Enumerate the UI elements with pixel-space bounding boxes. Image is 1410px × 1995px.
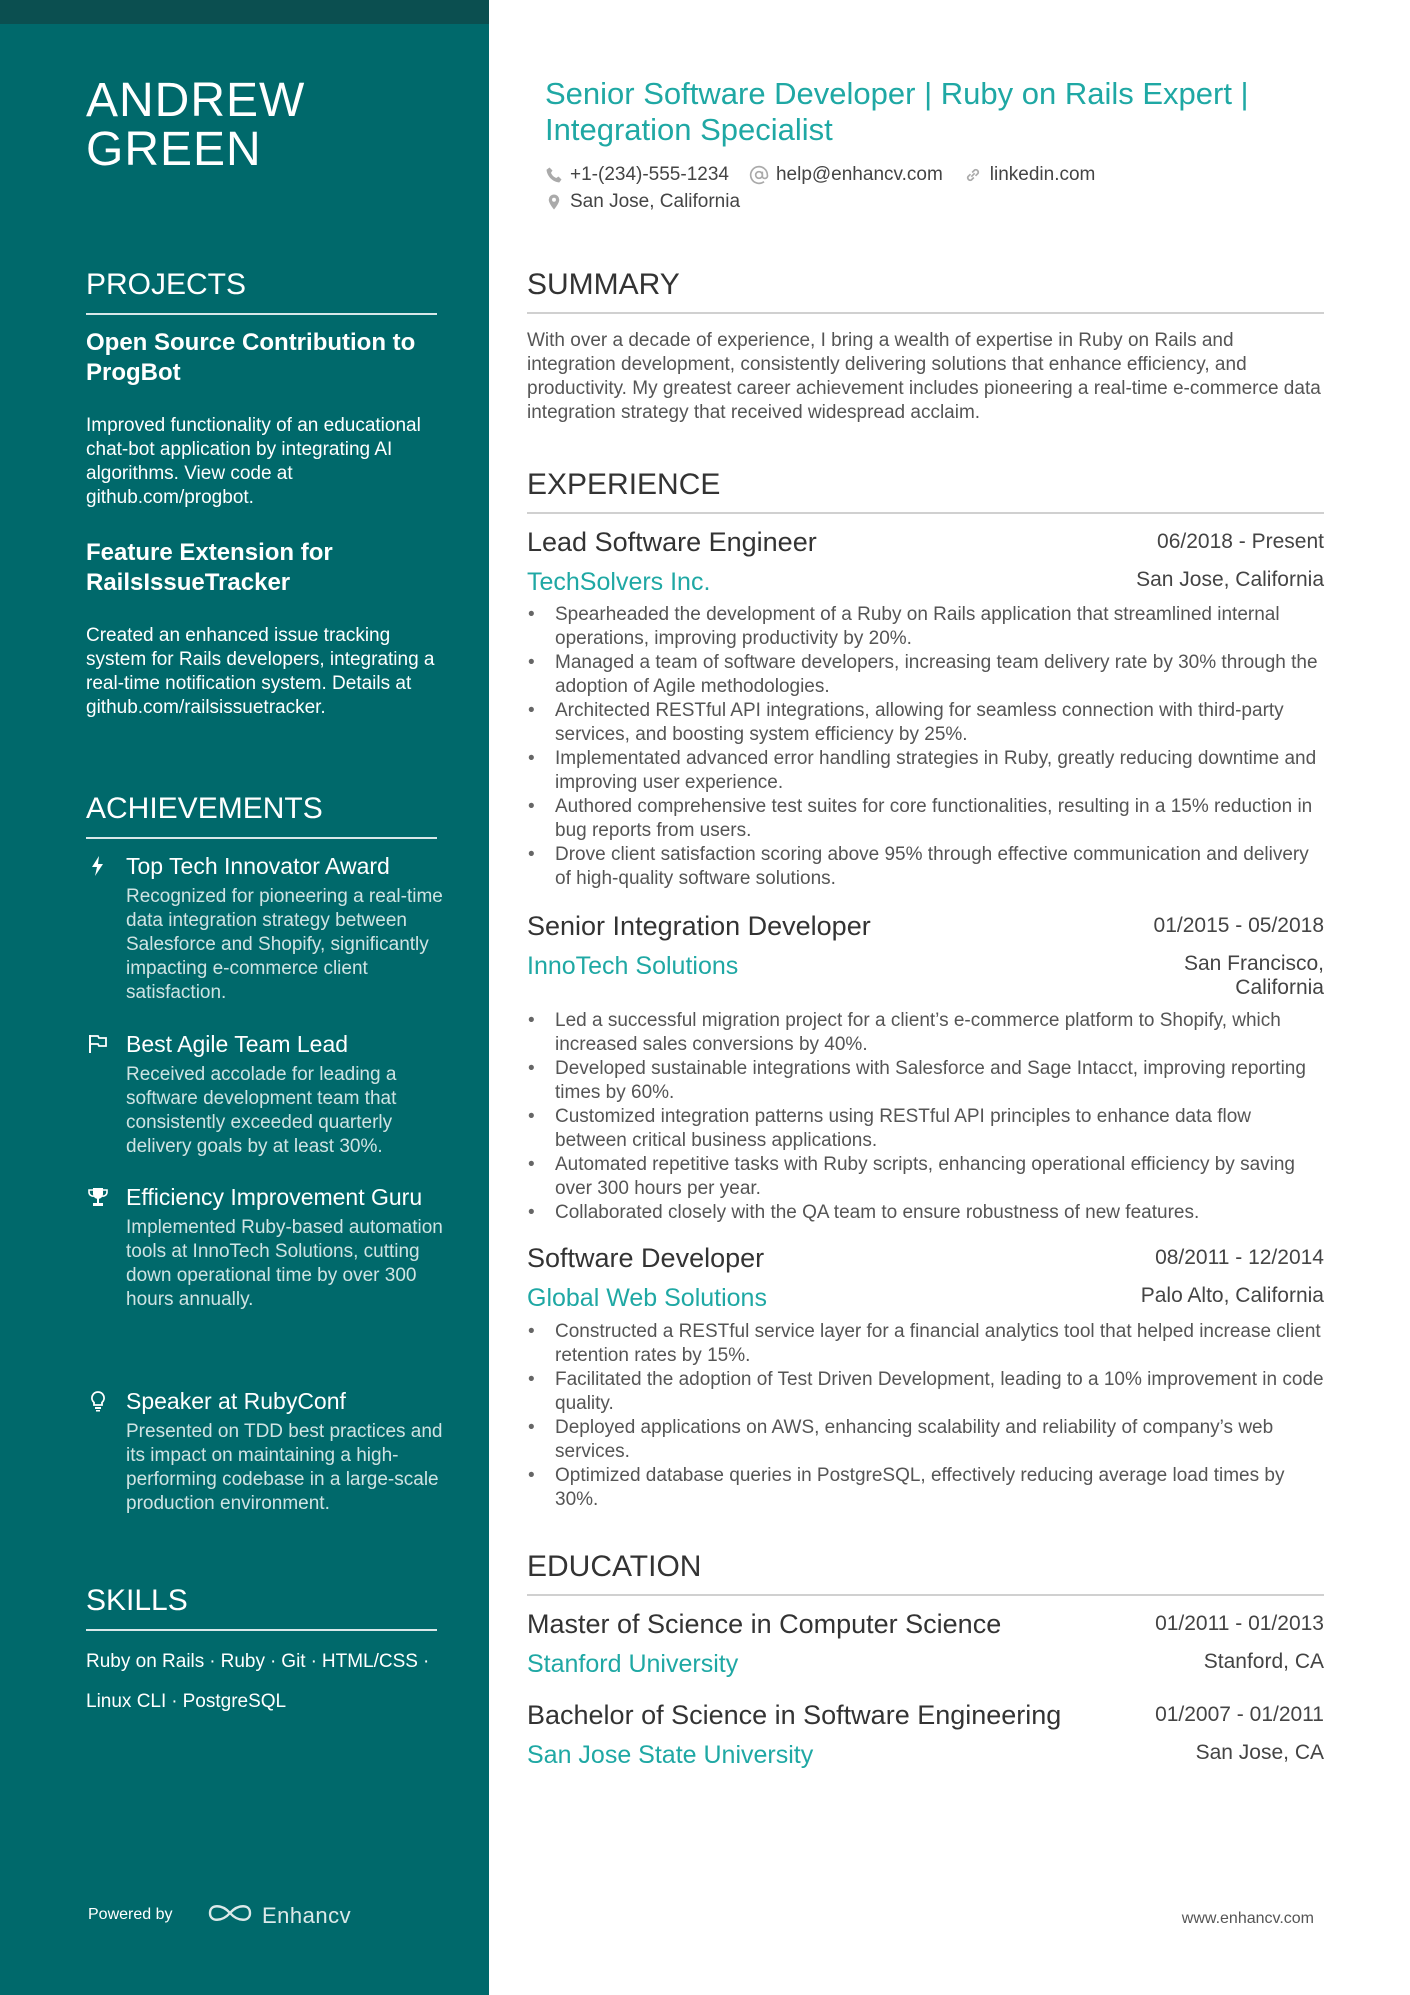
skill-separator: · <box>422 1651 430 1672</box>
candidate-name <box>86 76 446 174</box>
brand-name: Enhancv <box>262 1902 352 1928</box>
projects-heading: PROJECTS <box>86 268 437 315</box>
education-dates: 01/2011 - 01/2013 <box>1155 1612 1324 1635</box>
list-item: • Implementated advanced error handling strategies in Ruby, greatly reducing downtime and improving user experience. <box>527 747 1327 795</box>
name-last: GREEN <box>86 123 262 176</box>
achievement-title: Top Tech Innovator Award <box>126 853 390 879</box>
list-item: • Constructed a RESTful service layer for a financial analytics tool that helped increase client retention rates by 15%. <box>527 1320 1327 1368</box>
achievement-title: Best Agile Team Lead <box>126 1031 349 1057</box>
linkedin-url: linkedin.com <box>989 164 1096 185</box>
location-pin-icon <box>545 192 563 212</box>
contact-row <box>545 164 1345 186</box>
company-name[interactable]: Global Web Solutions <box>527 1284 767 1312</box>
job-location: San Jose, California <box>1136 568 1324 591</box>
degree-title: Master of Science in Computer Science <box>527 1609 1002 1639</box>
project-title: Open Source Contribution to ProgBot <box>86 329 416 386</box>
job-location-line: San Francisco, <box>1183 952 1324 975</box>
achievement-description: Received accolade for leading a software development team that consistently exceeded quarterly delivery goals by at least 30%. <box>126 1064 397 1157</box>
degree-title: Bachelor of Science in Software Engineering <box>527 1700 1062 1730</box>
website-link[interactable]: www.enhancv.com <box>1181 1910 1314 1927</box>
headline-line: Senior Software Developer | Ruby on Rails Expert | <box>545 76 1249 111</box>
list-item: • Facilitated the adoption of Test Driven Development, leading to a 10% improvement in code quality. <box>527 1368 1327 1416</box>
company-name[interactable]: InnoTech Solutions <box>527 952 739 980</box>
job-title: Senior Integration Developer <box>527 911 871 941</box>
phone-number: +1-(234)-555-1234 <box>570 164 729 185</box>
phone-icon <box>545 166 563 184</box>
lightbulb-icon <box>86 1389 110 1413</box>
flag-icon <box>86 1032 110 1056</box>
achievement-title: Efficiency Improvement Guru <box>126 1184 423 1210</box>
list-item: • Managed a team of software developers, increasing team delivery rate by 30% through the adoption of Agile methodologies. <box>527 651 1327 699</box>
list-item: • Authored comprehensive test suites for core functionalities, resulting in a 15% reduction in bug reports from users. <box>527 795 1327 843</box>
list-item: • Architected RESTful API integrations, allowing for seamless connection with third-party services, and boosting system efficiency by 25%. <box>527 699 1327 747</box>
skill-separator: · <box>171 1691 178 1712</box>
location-row <box>545 191 1345 213</box>
list-item: • Developed sustainable integrations with Salesforce and Sage Intacct, improving reporting times by 60%. <box>527 1057 1327 1105</box>
school-name[interactable]: San Jose State University <box>527 1741 814 1769</box>
project-description: Created an enhanced issue tracking system for Rails developers, integrating a real-time notification system. Details at github.com/railsissuetracker. <box>86 625 435 718</box>
company-name[interactable]: TechSolvers Inc. <box>527 568 711 596</box>
list-item: • Deployed applications on AWS, enhancing scalability and reliability of company’s web services. <box>527 1416 1327 1464</box>
list-item: • Led a successful migration project for a client’s e-commerce platform to Shopify, which increased sales conversions by 40%. <box>527 1009 1327 1057</box>
job-title: Lead Software Engineer <box>527 527 817 557</box>
job-dates: 08/2011 - 12/2014 <box>1155 1246 1324 1269</box>
list-item: • Optimized database queries in PostgreSQL, effectively reducing average load times by 30%. <box>527 1464 1327 1512</box>
skills-list <box>86 1642 451 1722</box>
achievement-item <box>86 1030 451 1159</box>
linkedin-contact[interactable] <box>963 164 1096 186</box>
summary-heading: SUMMARY <box>527 268 1324 314</box>
education-heading: EDUCATION <box>527 1550 1324 1596</box>
link-icon <box>963 165 983 185</box>
phone-contact[interactable] <box>545 164 729 186</box>
school-location: San Jose, CA <box>1195 1741 1324 1764</box>
skill-item: Ruby on Rails <box>86 1651 205 1672</box>
location-text: San Jose, California <box>570 191 741 212</box>
job-location-line: California <box>1235 976 1324 999</box>
infinity-logo-icon <box>206 1900 254 1931</box>
school-name[interactable]: Stanford University <box>527 1650 739 1678</box>
achievements-heading: ACHIEVEMENTS <box>86 792 437 839</box>
achievement-description: Implemented Ruby-based automation tools at InnoTech Solutions, cutting down operational time by over 300 hours annually. <box>126 1217 443 1310</box>
job-dates: 06/2018 - Present <box>1157 530 1324 553</box>
achievement-item <box>86 852 451 1005</box>
skill-separator: · <box>269 1651 277 1672</box>
job-bullets <box>527 1320 1327 1512</box>
name-first: ANDREW <box>86 74 306 127</box>
job-location <box>1184 952 1324 1000</box>
skill-separator: · <box>310 1651 317 1672</box>
achievement-item <box>86 1387 451 1516</box>
school-location: Stanford, CA <box>1203 1650 1324 1673</box>
skill-item: PostgreSQL <box>182 1691 287 1712</box>
job-bullets <box>527 603 1327 891</box>
trophy-icon <box>86 1185 110 1209</box>
skill-item: Linux CLI <box>86 1691 167 1712</box>
lightning-icon <box>86 854 110 878</box>
enhancv-logo[interactable] <box>206 1900 351 1931</box>
achievement-description: Presented on TDD best practices and its impact on maintaining a high-performing codebase in a large-scale production environment. <box>126 1421 443 1514</box>
list-item: • Automated repetitive tasks with Ruby scripts, enhancing operational efficiency by saving over 300 hours per year. <box>527 1153 1327 1201</box>
headline-line: Integration Specialist <box>545 112 833 147</box>
project-description: Improved functionality of an educational chat-bot application by integrating AI algorithms. View code at github.com/progbot. <box>86 415 421 508</box>
at-icon <box>749 165 769 185</box>
headline <box>545 76 1325 148</box>
project-title: Feature Extension for RailsIssueTracker <box>86 539 333 596</box>
list-item: • Drove client satisfaction scoring above 95% through effective communication and delivery of high-quality software solutions. <box>527 843 1327 891</box>
achievement-item <box>86 1183 451 1312</box>
summary-text: With over a decade of experience, I bring a wealth of expertise in Ruby on Rails and integration development, consistently delivering solutions that enhance efficiency, and productivity. My greatest career achievement includes pioneering a real-time e-commerce data integration strategy that received widespread acclaim. <box>527 330 1321 423</box>
job-location: Palo Alto, California <box>1140 1284 1324 1307</box>
job-bullets <box>527 1009 1327 1225</box>
education-dates: 01/2007 - 01/2011 <box>1155 1703 1324 1726</box>
sidebar <box>0 0 489 1995</box>
powered-by-label: Powered by <box>88 1906 173 1923</box>
list-item: • Customized integration patterns using RESTful API principles to enhance data flow between critical business applications. <box>527 1105 1327 1153</box>
list-item: • Collaborated closely with the QA team to ensure robustness of new features. <box>527 1201 1327 1225</box>
email-contact[interactable] <box>749 164 943 186</box>
skill-item: Ruby <box>220 1651 265 1672</box>
job-dates: 01/2015 - 05/2018 <box>1153 914 1324 937</box>
experience-heading: EXPERIENCE <box>527 468 1324 514</box>
achievement-description: Recognized for pioneering a real-time data integration strategy between Salesforce and Shopify, significantly impacting e-commerce client satisfaction. <box>126 886 443 1003</box>
skill-item: Git <box>281 1651 306 1672</box>
skill-separator: · <box>209 1651 216 1672</box>
skills-heading: SKILLS <box>86 1584 437 1631</box>
achievement-title: Speaker at RubyConf <box>126 1388 346 1414</box>
list-item: • Spearheaded the development of a Ruby on Rails application that streamlined internal operations, improving productivity by 20%. <box>527 603 1327 651</box>
location-contact <box>545 191 740 213</box>
email-address: help@enhancv.com <box>775 164 943 185</box>
job-title: Software Developer <box>527 1243 765 1273</box>
sidebar-top-band <box>0 0 489 24</box>
skill-item: HTML/CSS <box>321 1651 418 1672</box>
